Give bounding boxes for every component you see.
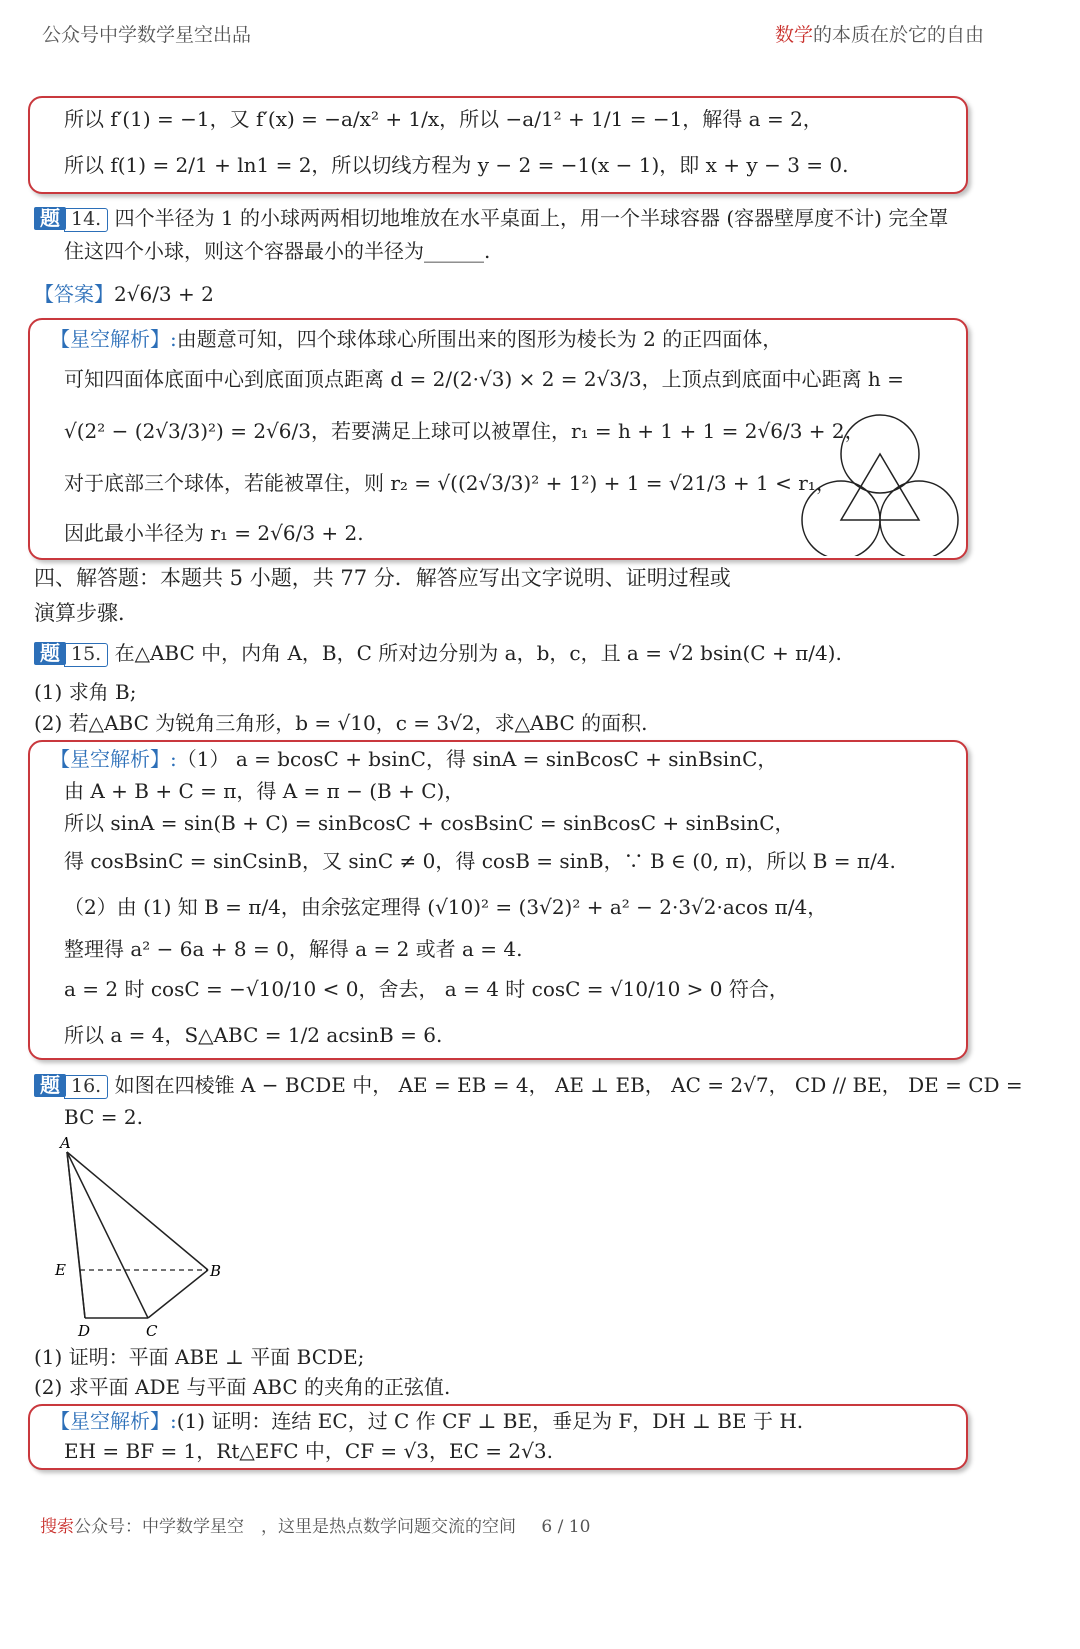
q16-solution-label: 【星空解析】: xyxy=(50,1409,177,1433)
q14-answer-value: 2√6/3 + 2 xyxy=(114,282,214,306)
q14-answer-label: 【答案】 xyxy=(34,282,114,306)
header-right-rest: 的本质在於它的自由 xyxy=(812,24,984,46)
q15-num: 15. xyxy=(64,643,108,667)
q15-s6: 整理得 a² − 6a + 8 = 0，解得 a = 2 或者 a = 4. xyxy=(64,937,523,961)
q16-solution-box xyxy=(28,1404,968,1470)
q16-s2: EH = BF = 1，Rt△EFC 中，CF = √3，EC = 2√3. xyxy=(64,1439,553,1463)
q14-sol1: 由题意可知，四个球体球心所围出来的图形为棱长为 2 的正四面体， xyxy=(176,327,783,351)
q14-solution-box xyxy=(28,318,968,560)
header-right xyxy=(775,20,984,47)
edge-CB xyxy=(148,1270,208,1318)
q14-num: 14. xyxy=(64,208,108,232)
q16-s1: (1) 证明：连结 EC，过 C 作 CF ⊥ BE，垂足为 F，DH ⊥ BE 于 H. xyxy=(176,1409,804,1433)
label-B: B xyxy=(210,1262,222,1280)
q16-num: 16. xyxy=(64,1075,108,1099)
edge-ED xyxy=(80,1270,85,1318)
prev-solution-box xyxy=(28,96,968,194)
q15-s8: 所以 a = 4，S△ABC = 1/2 acsinB = 6. xyxy=(64,1023,443,1047)
footer-text: 公众号：中学数学星空 ，这里是热点数学问题交流的空间 xyxy=(74,1517,516,1537)
q16-text2: BC = 2. xyxy=(64,1105,143,1129)
q16-sol-line1 xyxy=(50,1410,803,1433)
q14-sol-line1 xyxy=(50,328,782,351)
q15-s2: 由 A + B + C = π，得 A = π − (B + C)， xyxy=(64,779,465,803)
q16-line1 xyxy=(34,1074,1023,1099)
label-E: E xyxy=(55,1261,66,1279)
q15-s3: 所以 sinA = sin(B + C) = sinBcosC + cosBsinC = sinBcosC + sinBsinC， xyxy=(64,811,795,835)
q15-s7: a = 2 时 cosC = −√10/10 < 0，舍去， a = 4 时 cosC = √10/10 > 0 符合， xyxy=(64,977,789,1001)
q14-answer xyxy=(34,283,214,306)
spheres-figure xyxy=(800,410,960,556)
label-A: A xyxy=(60,1134,71,1152)
prev-solution-line2: 所以 f(1) = 2/1 + ln1 = 2，所以切线方程为 y − 2 = −1(x − 1)，即 x + y − 3 = 0. xyxy=(64,153,849,177)
left-sphere-circle xyxy=(802,481,880,556)
q14-sol5: 因此最小半径为 r₁ = 2√6/3 + 2. xyxy=(64,521,364,545)
prev-solution-line1: 所以 f′(1) = −1，又 f′(x) = −a/x² + 1/x，所以 −a/1² + 1/1 = −1，解得 a = 2， xyxy=(64,107,823,131)
q16-p2: (2) 求平面 ADE 与平面 ABC 的夹角的正弦值. xyxy=(34,1375,451,1399)
q14-sol2: 可知四面体底面中心到底面顶点距离 d = 2/(2·√3) × 2 = 2√3/3，上顶点到底面中心距离 h = xyxy=(64,367,904,391)
section4-line1: 四、解答题：本题共 5 小题，共 77 分．解答应写出文字说明、证明过程或 xyxy=(34,566,731,590)
pyramid-figure xyxy=(40,1132,240,1342)
q15-solution-label: 【星空解析】: xyxy=(50,747,177,771)
label-C: C xyxy=(146,1322,158,1340)
header-right-red: 数学 xyxy=(774,24,813,46)
label-D: D xyxy=(78,1322,91,1340)
q16-text1: 如图在四棱锥 A − BCDE 中， AE = EB = 4， AE ⊥ EB， AC = 2√7， CD // BE， DE = CD = xyxy=(114,1073,1023,1097)
q15-sol-line1 xyxy=(50,748,777,771)
q15-s1: （1） a = bcosC + bsinC，得 sinA = sinBcosC + sinBsinC， xyxy=(176,747,778,771)
q16-p1: (1) 证明：平面 ABE ⊥ 平面 BCDE; xyxy=(34,1345,365,1369)
q15-tag: 题 xyxy=(34,642,66,665)
footer-red: 搜索 xyxy=(40,1517,74,1537)
q14-sol3: √(2² − (2√3/3)²) = 2√6/3，若要满足上球可以被罩住，r₁ = h + 1 + 1 = 2√6/3 + 2， xyxy=(64,419,865,443)
centers-triangle xyxy=(841,454,919,520)
q15-solution-box xyxy=(28,740,968,1060)
q15-line xyxy=(34,642,842,667)
right-sphere-circle xyxy=(880,481,958,556)
q15-text: 在△ABC 中，内角 A，B，C 所对边分别为 a，b，c，且 a = √2 bsin(C + π/4). xyxy=(114,641,842,665)
q16-tag: 题 xyxy=(34,1074,66,1097)
q14-tag: 题 xyxy=(34,207,66,230)
edge-AC xyxy=(67,1152,148,1318)
q15-p1: (1) 求角 B; xyxy=(34,680,137,704)
q14-text2: 住这四个小球，则这个容器最小的半径为______. xyxy=(64,239,491,263)
q14-text1: 四个半径为 1 的小球两两相切地堆放在水平桌面上，用一个半球容器 (容器壁厚度不计) 完全罩 xyxy=(114,206,949,230)
edge-AB xyxy=(67,1152,208,1270)
q14-line1 xyxy=(34,207,948,232)
q14-sol4: 对于底部三个球体，若能被罩住，则 r₂ = √((2√3/3)² + 1²) + 1 = √21/3 + 1 < r₁， xyxy=(64,471,836,495)
page-number: 6 / 10 xyxy=(541,1517,591,1537)
q14-solution-label: 【星空解析】: xyxy=(50,327,177,351)
section4-line2: 演算步骤． xyxy=(34,601,139,625)
q15-s4: 得 cosBsinC = sinCsinB，又 sinC ≠ 0，得 cosB = sinB，∵ B ∈ (0, π)，所以 B = π/4. xyxy=(64,849,896,873)
footer xyxy=(40,1512,590,1537)
q15-s5: （2）由 (1) 知 B = π/4，由余弦定理得 (√10)² = (3√2)² + a² − 2·3√2·acos π/4， xyxy=(64,895,828,919)
header-left: 公众号中学数学星空出品 xyxy=(42,24,252,46)
q15-p2: (2) 若△ABC 为锐角三角形，b = √10，c = 3√2，求△ABC 的面积. xyxy=(34,711,648,735)
